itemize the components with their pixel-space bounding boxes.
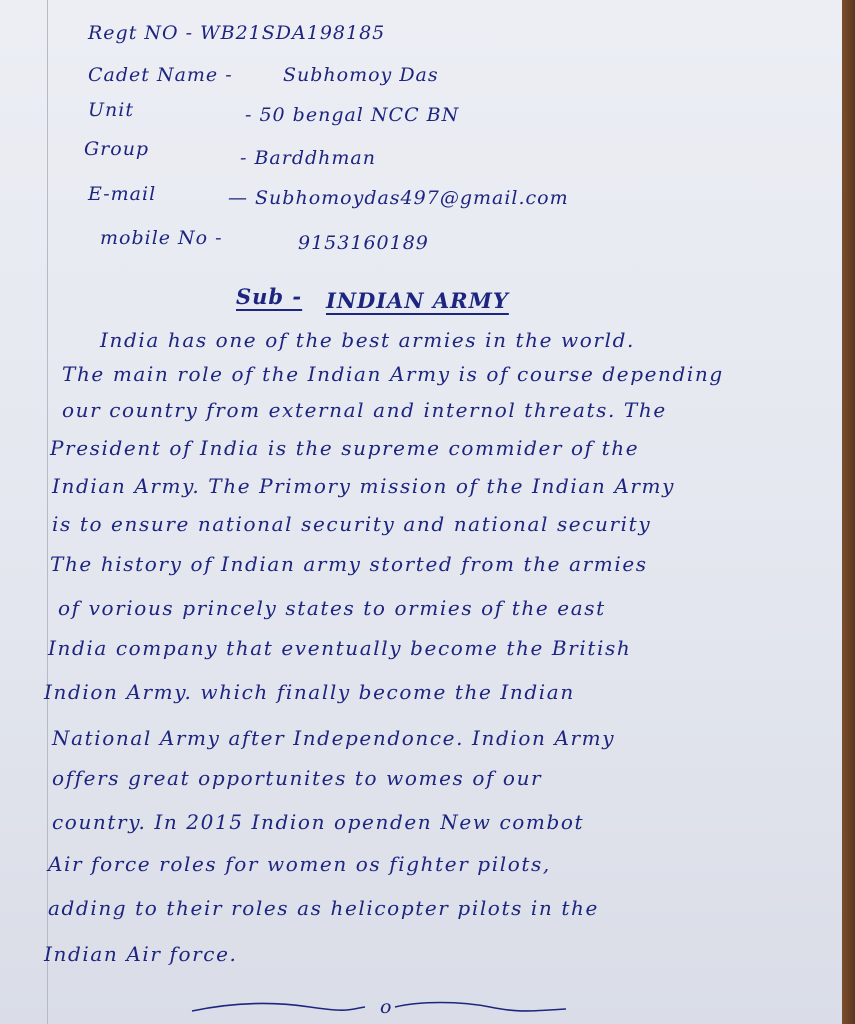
essay-line: of vorious princely states to ormies of the east [58,596,606,620]
essay-line: The history of Indian army storted from the armies [50,552,648,576]
essay-line: our country from external and internol threats. The [62,398,667,422]
group-value: - Barddhman [240,147,376,169]
essay-line: President of India is the supreme commider of the [50,436,640,460]
essay-line: India company that eventually become the British [48,636,632,660]
group-label: Group [84,138,150,160]
essay-line: Indion Army. which finally become the Indian [44,680,575,704]
essay-line: country. In 2015 Indion openden New combot [52,810,585,834]
subject-title: INDIAN ARMY [326,288,509,313]
unit-label: Unit [88,99,134,121]
essay-line: The main role of the Indian Army is of course depending [62,362,724,386]
unit-value: - 50 bengal NCC BN [245,104,460,126]
essay-line: adding to their roles as helicopter pilots in the [48,896,599,920]
essay-line: offers great opportunites to womes of our [52,766,543,790]
essay-line: Air force roles for women os fighter pilots, [48,852,551,876]
cadet-name-label: Cadet Name - [88,64,233,86]
regt-no: Regt NO - WB21SDA198185 [88,22,386,44]
end-mark: o [380,996,393,1018]
cadet-name-value: Subhomoy Das [283,64,439,86]
mobile-label: mobile No - [100,227,223,249]
essay-line: Indian Army. The Primory mission of the Indian Army [52,474,676,498]
essay-line: National Army after Independonce. Indion Army [52,726,616,750]
subject-prefix: Sub - [236,284,303,309]
desk-edge [842,0,855,1024]
email-label: E-mail [88,183,157,205]
email-value: — Subhomoydas497@gmail.com [228,187,569,209]
essay-line: India has one of the best armies in the world. [100,328,635,352]
essay-line: Indian Air force. [44,942,238,966]
essay-line: is to ensure national security and national security [52,512,652,536]
mobile-value: 9153160189 [298,232,429,254]
